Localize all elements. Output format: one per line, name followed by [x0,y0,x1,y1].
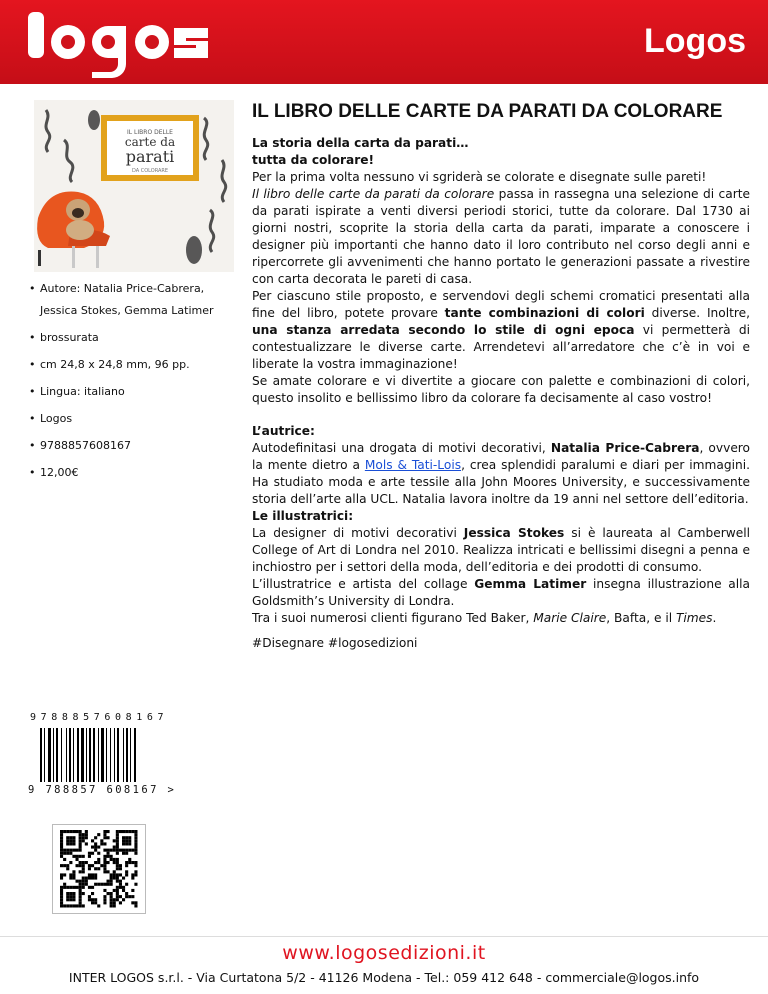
illus-text-i4: L’illustratrice e artista del collage [252,577,475,591]
detail-size: • cm 24,8 x 24,8 mm, 96 pp. [40,354,240,376]
description-p2-italic: Il libro delle carte da parati da colorare [252,187,495,201]
book-title: IL LIBRO DELLE CARTE DA PARATI DA COLORARE [252,101,723,122]
detail-isbn: • 9788857608167 [40,435,240,457]
mols-tati-lois-link[interactable]: Mols & Tati-Lois [364,458,462,472]
book-details-list [28,278,240,489]
client-times: Times [675,611,713,625]
author-text-a4: , crea splendidi paralumi e diari per immagini. Ha studiato moda e arte tessile alla John Moores University, e successivamente storia dell’arte alla UCL. Natalia lavora inoltre da 19 anni nel settore dell’editoria. [252,458,750,506]
cover-line3: parati [125,147,175,166]
description-p3-c: diverse. Inoltre, [644,306,750,320]
intro-bold-1: La storia della carta da parati… [252,136,469,150]
hashtags: #Disegnare #logosedizioni [252,636,418,650]
illus-text-i1: La designer di motivi decorativi [252,526,464,540]
illustrator-latimer: Gemma Latimer [474,577,587,591]
qr-code-image [52,824,146,914]
detail-price: • 12,00€ [40,462,240,484]
main-content [252,98,750,652]
website-link[interactable]: www.logosedizioni.it [282,942,486,964]
intro-bold-2: tutta da colorare! [252,153,375,167]
book-description [252,135,750,652]
author-name: Natalia Price-Cabrera [550,441,700,455]
author-text-a3: , ovvero la mente dietro a [252,441,751,472]
logos-logo [24,6,224,78]
description-p2: passa in rassegna una selezione di carte da parati ispirate a venti diversi periodi storici, tutte da colorare. Dal 1730 ai giorni nostri, scoprite la storia della carta da parati, imparate a conoscere i designer più importanti che hanno dato il loro contributo nel corso degli anni e ripercorrete gli avvenimenti che hanno portato le generazioni passate a rivestire con carta decorata le pareti di casa. [252,187,750,286]
barcode-number-bottom: 9 788857 608167 > [28,784,177,796]
client-marie-claire: Marie Claire [533,611,607,625]
barcode-number-top: 9788857608167 [30,712,169,723]
cover-line4: DA COLORARE [131,168,169,174]
detail-language: • Lingua: italiano [40,381,240,403]
description-p1: Per la prima volta nessuno vi sgriderà se colorate e disegnate sulle pareti! [252,170,707,184]
illus-text-i6: insegna illustrazione alla Goldsmith’s University di Londra. [252,577,751,608]
illustrators-heading: Le illustratrici: [252,509,354,523]
description-p3-b: tante combinazioni di colori [444,306,645,320]
detail-binding: • brossurata [40,327,240,349]
description-p3-a: Per ciascuno stile proposto, e servendovi degli schemi cromatici presentati alla fine del libro, potete provare [252,289,750,320]
footer-divider [0,936,768,937]
description-p4: Se amate colorare e vi divertite a giocare con palette e combinazioni di colori, questo insolito e bellissimo libro da colorare fa decisamente al caso vostro! [252,374,750,405]
cover-line2: carte da [124,135,176,149]
description-p3-d: una stanza arredata secondo lo stile di ogni epoca [252,323,635,337]
illus-text-i9: , Bafta, e il [606,611,676,625]
detail-author: • Autore: Natalia Price-Cabrera, Jessica Stokes, Gemma Latimer [40,278,240,322]
book-cover-image [34,100,234,272]
header-banner [0,0,768,84]
illus-text-i7: Tra i suoi numerosi clienti figurano Ted Baker, [252,611,534,625]
cover-line1: IL LIBRO DELLE [127,129,173,136]
author-heading: L’autrice: [252,424,315,438]
author-text-a1: Autodefinitasi una drogata di motivi decorativi, [252,441,551,455]
illus-text-i3: si è laureata al Camberwell College of Art di Londra nel 2010. Realizza intricati e bellissimi disegni a penna e inchiostro per i settori della moda, dell’editoria e dei prodotti di consumo. [252,526,751,574]
barcode-image [40,728,160,782]
detail-publisher: • Logos [40,408,240,430]
description-p3-e: vi permetterà di contestualizzare le diverse carte. Arrendetevi all’arredatore che c’è in voi e liberate la vostra immaginazione! [252,323,750,371]
brand-name: Logos [644,22,746,60]
company-address: INTER LOGOS s.r.l. - Via Curtatona 5/2 - 41126 Modena - Tel.: 059 412 648 - commerciale@logos.info [68,970,700,985]
illustrator-stokes: Jessica Stokes [463,526,565,540]
illus-text-i11: . [712,611,717,625]
